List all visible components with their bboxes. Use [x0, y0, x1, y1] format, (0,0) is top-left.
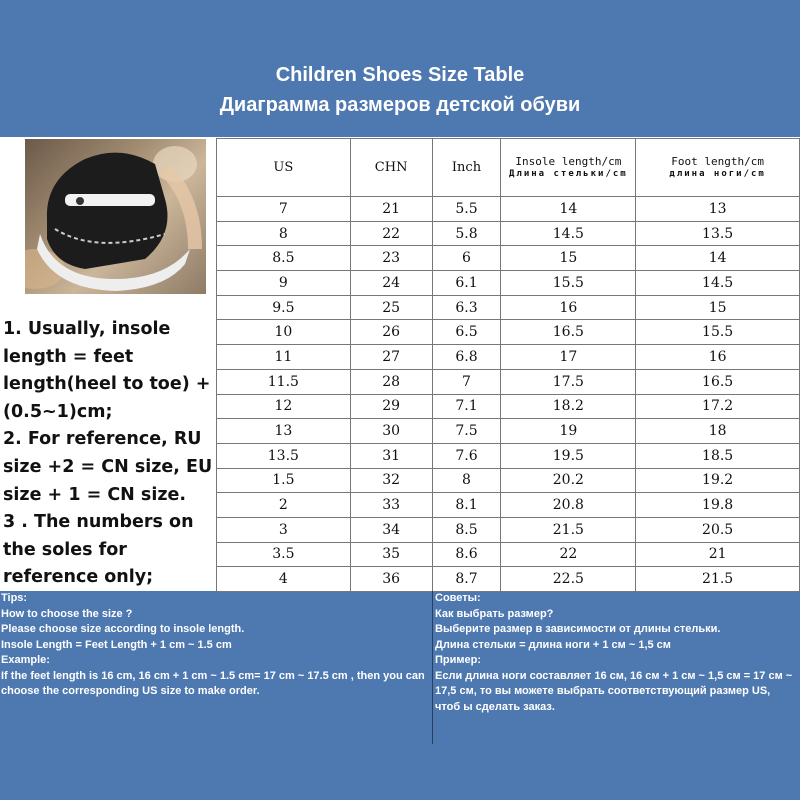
cell-us: 9 — [217, 271, 351, 296]
cell-insole: 22 — [501, 542, 636, 567]
cell-insole: 16.5 — [501, 320, 636, 345]
title-english: Children Shoes Size Table — [275, 64, 525, 86]
table-row — [217, 221, 800, 246]
table-row — [217, 345, 800, 370]
cell-foot: 21 — [636, 542, 800, 567]
tips-ru-line: Как выбрать размер? — [435, 607, 554, 620]
tips-en-line: How to choose the size ? — [1, 607, 133, 620]
header-inch: Inch — [432, 139, 501, 197]
table-row — [217, 197, 800, 222]
table-row — [217, 295, 800, 320]
cell-us: 3.5 — [217, 542, 351, 567]
table-row — [217, 542, 800, 567]
table-row — [217, 493, 800, 518]
cell-inch: 7 — [432, 369, 501, 394]
cell-insole: 19 — [501, 419, 636, 444]
table-row — [217, 320, 800, 345]
cell-us: 7 — [217, 197, 351, 222]
cell-foot: 13.5 — [636, 221, 800, 246]
cell-inch: 7.1 — [432, 394, 501, 419]
cell-foot: 18.5 — [636, 443, 800, 468]
note-3: 3 . The numbers on the soles for reference only; — [3, 512, 194, 588]
cell-insole: 15.5 — [501, 271, 636, 296]
sandal-image — [25, 139, 206, 294]
cell-foot: 21.5 — [636, 567, 800, 592]
cell-foot: 18 — [636, 419, 800, 444]
cell-inch: 8.5 — [432, 517, 501, 542]
cell-chn: 35 — [350, 542, 432, 567]
header-foot-ru: длина ноги/cm — [669, 168, 766, 179]
cell-us: 13.5 — [217, 443, 351, 468]
cell-us: 2 — [217, 493, 351, 518]
cell-insole: 15 — [501, 246, 636, 271]
header-foot — [636, 139, 800, 197]
header-us: US — [217, 139, 351, 197]
cell-us: 8.5 — [217, 246, 351, 271]
note-2: 2. For reference, RU size +2 = CN size, EU size + 1 = CN size. — [3, 429, 213, 505]
cell-chn: 22 — [350, 221, 432, 246]
cell-foot: 16.5 — [636, 369, 800, 394]
cell-us: 3 — [217, 517, 351, 542]
cell-inch: 8.7 — [432, 567, 501, 592]
table-row — [217, 271, 800, 296]
product-photo — [25, 139, 206, 294]
tips-ru-line: Длина стельки = длина ноги + 1 см ~ 1,5 см — [435, 638, 671, 651]
table-row — [217, 517, 800, 542]
tips-divider — [432, 591, 433, 744]
size-table — [216, 138, 800, 592]
header-foot-en: Foot length/cm — [671, 154, 764, 168]
tips-ru-line: Пример: — [435, 654, 482, 666]
table-row — [217, 394, 800, 419]
cell-insole: 20.8 — [501, 493, 636, 518]
cell-foot: 14 — [636, 246, 800, 271]
cell-insole: 14.5 — [501, 221, 636, 246]
cell-foot: 14.5 — [636, 271, 800, 296]
tips-ru-line: Выберите размер в зависимости от длины стельки. — [435, 623, 721, 635]
cell-chn: 34 — [350, 517, 432, 542]
cell-insole: 20.2 — [501, 468, 636, 493]
cell-foot: 19.8 — [636, 493, 800, 518]
cell-inch: 6.5 — [432, 320, 501, 345]
cell-foot: 17.2 — [636, 394, 800, 419]
cell-foot: 15 — [636, 295, 800, 320]
cell-chn: 26 — [350, 320, 432, 345]
tips-en-line: Please choose size according to insole length. — [1, 623, 245, 635]
cell-chn: 27 — [350, 345, 432, 370]
tips-english — [1, 591, 425, 700]
cell-inch: 8 — [432, 468, 501, 493]
header-banner — [0, 0, 800, 137]
cell-inch: 7.6 — [432, 443, 501, 468]
cell-foot: 13 — [636, 197, 800, 222]
table-header-row — [217, 139, 800, 197]
cell-insole: 17.5 — [501, 369, 636, 394]
cell-us: 12 — [217, 394, 351, 419]
header-insole-ru: Длина стельки/cm — [509, 168, 628, 179]
cell-chn: 32 — [350, 468, 432, 493]
note-1: 1. Usually, insole length = feet length(heel to toe) + (0.5~1)cm; — [3, 319, 211, 422]
cell-inch: 6 — [432, 246, 501, 271]
cell-insole: 18.2 — [501, 394, 636, 419]
cell-chn: 29 — [350, 394, 432, 419]
cell-foot: 20.5 — [636, 517, 800, 542]
cell-chn: 24 — [350, 271, 432, 296]
cell-foot: 19.2 — [636, 468, 800, 493]
cell-us: 8 — [217, 221, 351, 246]
cell-chn: 33 — [350, 493, 432, 518]
cell-inch: 6.1 — [432, 271, 501, 296]
tips-en-line: Tips: — [1, 592, 28, 604]
tips-russian — [435, 591, 797, 715]
cell-chn: 36 — [350, 567, 432, 592]
cell-inch: 6.3 — [432, 295, 501, 320]
cell-chn: 30 — [350, 419, 432, 444]
table-row — [217, 443, 800, 468]
cell-us: 9.5 — [217, 295, 351, 320]
tips-en-line: Example: — [1, 654, 50, 666]
cell-chn: 21 — [350, 197, 432, 222]
cell-foot: 16 — [636, 345, 800, 370]
cell-us: 11.5 — [217, 369, 351, 394]
cell-us: 4 — [217, 567, 351, 592]
cell-inch: 8.6 — [432, 542, 501, 567]
tips-en-line: If the feet length is 16 cm, 16 cm + 1 cm ~ 1.5 cm= 17 cm ~ 17.5 cm , then you can choose the corresponding US size to make order. — [1, 669, 425, 697]
cell-us: 10 — [217, 320, 351, 345]
cell-chn: 28 — [350, 369, 432, 394]
table-row — [217, 369, 800, 394]
header-insole — [501, 139, 636, 197]
cell-inch: 5.5 — [432, 197, 501, 222]
cell-chn: 31 — [350, 443, 432, 468]
cell-inch: 7.5 — [432, 419, 501, 444]
tips-ru-line: Если длина ноги составляет 16 см, 16 см + 1 см ~ 1,5 см = 17 см ~ 17,5 см, то вы можете выбрать соответствующий размер US, чтоб ы сделать заказ. — [435, 669, 793, 713]
cell-insole: 19.5 — [501, 443, 636, 468]
cell-inch: 8.1 — [432, 493, 501, 518]
cell-foot: 15.5 — [636, 320, 800, 345]
cell-chn: 23 — [350, 246, 432, 271]
cell-insole: 16 — [501, 295, 636, 320]
tips-ru-line: Советы: — [435, 592, 481, 604]
cell-us: 11 — [217, 345, 351, 370]
header-chn: CHN — [350, 139, 432, 197]
title-russian: Диаграмма размеров детской обуви — [219, 94, 581, 116]
header-insole-en: Insole length/cm — [515, 154, 622, 168]
cell-us: 1.5 — [217, 468, 351, 493]
cell-us: 13 — [217, 419, 351, 444]
tips-en-line: Insole Length = Feet Length + 1 cm ~ 1.5 cm — [1, 638, 232, 651]
cell-insole: 22.5 — [501, 567, 636, 592]
table-row — [217, 246, 800, 271]
cell-inch: 6.8 — [432, 345, 501, 370]
cell-insole: 14 — [501, 197, 636, 222]
cell-insole: 21.5 — [501, 517, 636, 542]
table-row — [217, 567, 800, 592]
cell-insole: 17 — [501, 345, 636, 370]
table-row — [217, 419, 800, 444]
cell-chn: 25 — [350, 295, 432, 320]
size-notes — [3, 316, 215, 592]
table-row — [217, 468, 800, 493]
cell-inch: 5.8 — [432, 221, 501, 246]
